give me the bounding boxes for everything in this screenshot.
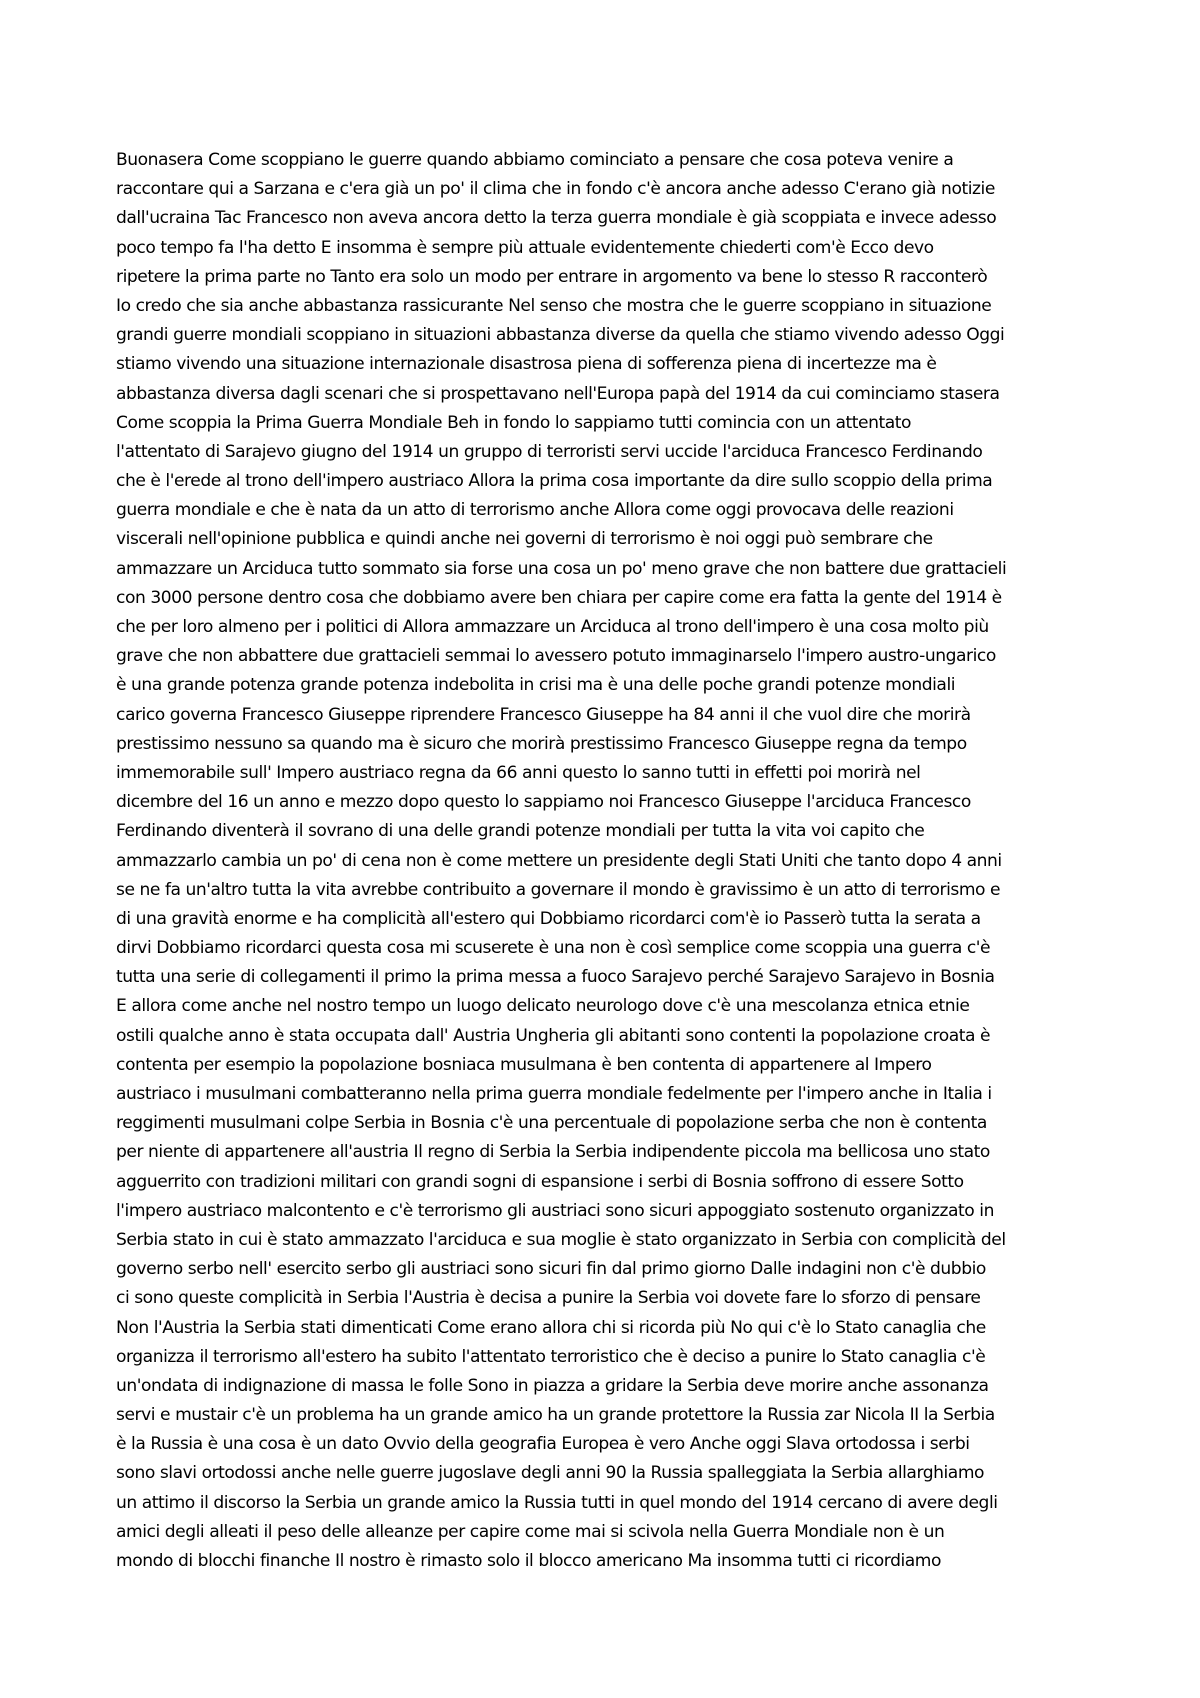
text-line: dall'ucraina Tac Francesco non aveva ancora detto la terza guerra mondiale è già scoppiata e invece adesso	[116, 208, 997, 229]
text-line: che per loro almeno per i politici di Allora ammazzare un Arciduca al trono dell'impero è una cosa molto più	[116, 617, 989, 637]
text-line: Serbia stato in cui è stato ammazzato l'arciduca e sua moglie è stato organizzato in Serbia con complicità del	[116, 1229, 1006, 1250]
text-line: Non l'Austria la Serbia stati dimenticati Come erano allora chi si ricorda più No qui c'è lo Stato canaglia che	[116, 1317, 986, 1338]
text-line: poco tempo fa l'ha detto E insomma è sempre più attuale evidentemente chiederti com'è Ecco devo	[116, 237, 934, 258]
text-line: che è l'erede al trono dell'impero austriaco Allora la prima cosa importante da dire sullo scoppio della prima	[116, 471, 993, 492]
text-line: ostili qualche anno è stata occupata dall' Austria Ungheria gli abitanti sono contenti la popolazione croata è	[116, 1025, 991, 1046]
text-line: Come scoppia la Prima Guerra Mondiale Beh in fondo lo sappiamo tutti comincia con un attentato	[116, 412, 912, 433]
text-line: è la Russia è una cosa è un dato Ovvio della geografia Europea è vero Anche oggi Slava ortodossa i serbi	[116, 1434, 970, 1455]
text-line: di una gravità enorme e ha complicità all'estero qui Dobbiamo ricordarci com'è io Passerò tutta la serata a	[116, 908, 981, 929]
text-line: è una grande potenza grande potenza indebolita in crisi ma è una delle poche grandi potenze mondiali	[116, 675, 956, 696]
text-line: Io credo che sia anche abbastanza rassicurante Nel senso che mostra che le guerre scoppiano in situazione	[116, 295, 992, 316]
text-line: Ferdinando diventerà il sovrano di una delle grandi potenze mondiali per tutta la vita voi capito che	[116, 821, 925, 842]
text-line: ammazzarlo cambia un po' di cena non è come mettere un presidente degli Stati Uniti che tanto dopo 4 anni	[116, 850, 1002, 871]
text-line: Buonasera Come scoppiano le guerre quando abbiamo cominciato a pensare che cosa poteva venire a	[116, 150, 954, 170]
text-line: un'ondata di indignazione di massa le folle Sono in piazza a gridare la Serbia deve morire anche assonanza	[116, 1375, 989, 1396]
text-line: ammazzare un Arciduca tutto sommato sia forse una cosa un po' meno grave che non battere due grattacieli	[116, 558, 1007, 579]
text-line: agguerrito con tradizioni militari con grandi sogni di espansione i serbi di Bosnia soffrono di essere Sotto	[116, 1171, 964, 1192]
text-line: grave che non abbattere due grattacieli semmai lo avessero potuto immaginarselo l'impero austro-ungarico	[116, 646, 996, 667]
text-line: stiamo vivendo una situazione internazionale disastrosa piena di sofferenza piena di incertezze ma è	[116, 354, 937, 375]
text-line: contenta per esempio la popolazione bosniaca musulmana è ben contenta di appartenere al Impero	[116, 1054, 932, 1075]
text-line: dicembre del 16 un anno e mezzo dopo questo lo sappiamo noi Francesco Giuseppe l'arciduca Francesco	[116, 792, 971, 813]
text-line: raccontare qui a Sarzana e c'era già un po' il clima che in fondo c'è ancora anche adesso C'erano già notizie	[116, 179, 995, 200]
transcript-text	[116, 146, 1096, 1576]
text-line: prestissimo nessuno sa quando ma è sicuro che morirà prestissimo Francesco Giuseppe regna da tempo	[116, 733, 967, 754]
text-line: immemorabile sull' Impero austriaco regna da 66 anni questo lo sanno tutti in effetti poi morirà nel	[116, 762, 921, 783]
text-line: per niente di appartenere all'austria Il regno di Serbia la Serbia indipendente piccola ma bellicosa uno stato	[116, 1142, 990, 1163]
text-line: grandi guerre mondiali scoppiano in situazioni abbastanza diverse da quella che stiamo vivendo adesso Oggi	[116, 325, 1005, 346]
text-line: viscerali nell'opinione pubblica e quindi anche nei governi di terrorismo è noi oggi può sembrare che	[116, 529, 933, 550]
text-line: se ne fa un'altro tutta la vita avrebbe contribuito a governare il mondo è gravissimo è un atto di terrorismo e	[116, 879, 1001, 900]
text-line: sono slavi ortodossi anche nelle guerre jugoslave degli anni 90 la Russia spalleggiata la Serbia allarghiamo	[116, 1463, 985, 1484]
text-line: organizza il terrorismo all'estero ha subito l'attentato terroristico che è deciso a punire lo Stato canaglia c'è	[116, 1346, 986, 1367]
text-line: dirvi Dobbiamo ricordarci questa cosa mi scuserete è una non è così semplice come scoppia una guerra c'è	[116, 938, 991, 959]
text-line: carico governa Francesco Giuseppe riprendere Francesco Giuseppe ha 84 anni il che vuol dire che morirà	[116, 704, 971, 725]
text-line: governo serbo nell' esercito serbo gli austriaci sono sicuri fin dal primo giorno Dalle indagini non c'è dubbio	[116, 1259, 986, 1280]
text-line: un attimo il discorso la Serbia un grande amico la Russia tutti in quel mondo del 1914 cercano di avere degli	[116, 1492, 998, 1513]
text-line: con 3000 persone dentro cosa che dobbiamo avere ben chiara per capire come era fatta la gente del 1914 è	[116, 587, 1002, 608]
text-line: ci sono queste complicità in Serbia l'Austria è decisa a punire la Serbia voi dovete fare lo sforzo di pensare	[116, 1288, 981, 1309]
text-line: austriaco i musulmani combatteranno nella prima guerra mondiale fedelmente per l'impero anche in Italia i	[116, 1084, 992, 1104]
text-line: l'attentato di Sarajevo giugno del 1914 un gruppo di terroristi servi uccide l'arciduca Francesco Ferdinando	[116, 441, 983, 462]
text-line: tutta una serie di collegamenti il primo la prima messa a fuoco Sarajevo perché Sarajevo Sarajevo in Bosnia	[116, 967, 995, 988]
text-line: ripetere la prima parte no Tanto era solo un modo per entrare in argomento va bene lo stesso R racconterò	[116, 266, 988, 287]
text-line: E allora come anche nel nostro tempo un luogo delicato neurologo dove c'è una mescolanza etnica etnie	[116, 996, 970, 1017]
text-line: abbastanza diversa dagli scenari che si prospettavano nell'Europa papà del 1914 da cui cominciamo stasera	[116, 383, 1000, 404]
text-line: servi e mustair c'è un problema ha un grande amico ha un grande protettore la Russia zar Nicola II la Serbia	[116, 1405, 995, 1426]
text-line: l'impero austriaco malcontento e c'è terrorismo gli austriaci sono sicuri appoggiato sostenuto organizzato in	[116, 1200, 994, 1221]
text-line: reggimenti musulmani colpe Serbia in Bosnia c'è una percentuale di popolazione serba che non è contenta	[116, 1113, 987, 1134]
text-line: mondo di blocchi finanche Il nostro è rimasto solo il blocco americano Ma insomma tutti ci ricordiamo	[116, 1551, 942, 1571]
text-line: amici degli alleati il peso delle alleanze per capire come mai si scivola nella Guerra Mondiale non è un	[116, 1521, 945, 1542]
text-line: guerra mondiale e che è nata da un atto di terrorismo anche Allora come oggi provocava delle reazioni	[116, 500, 954, 521]
